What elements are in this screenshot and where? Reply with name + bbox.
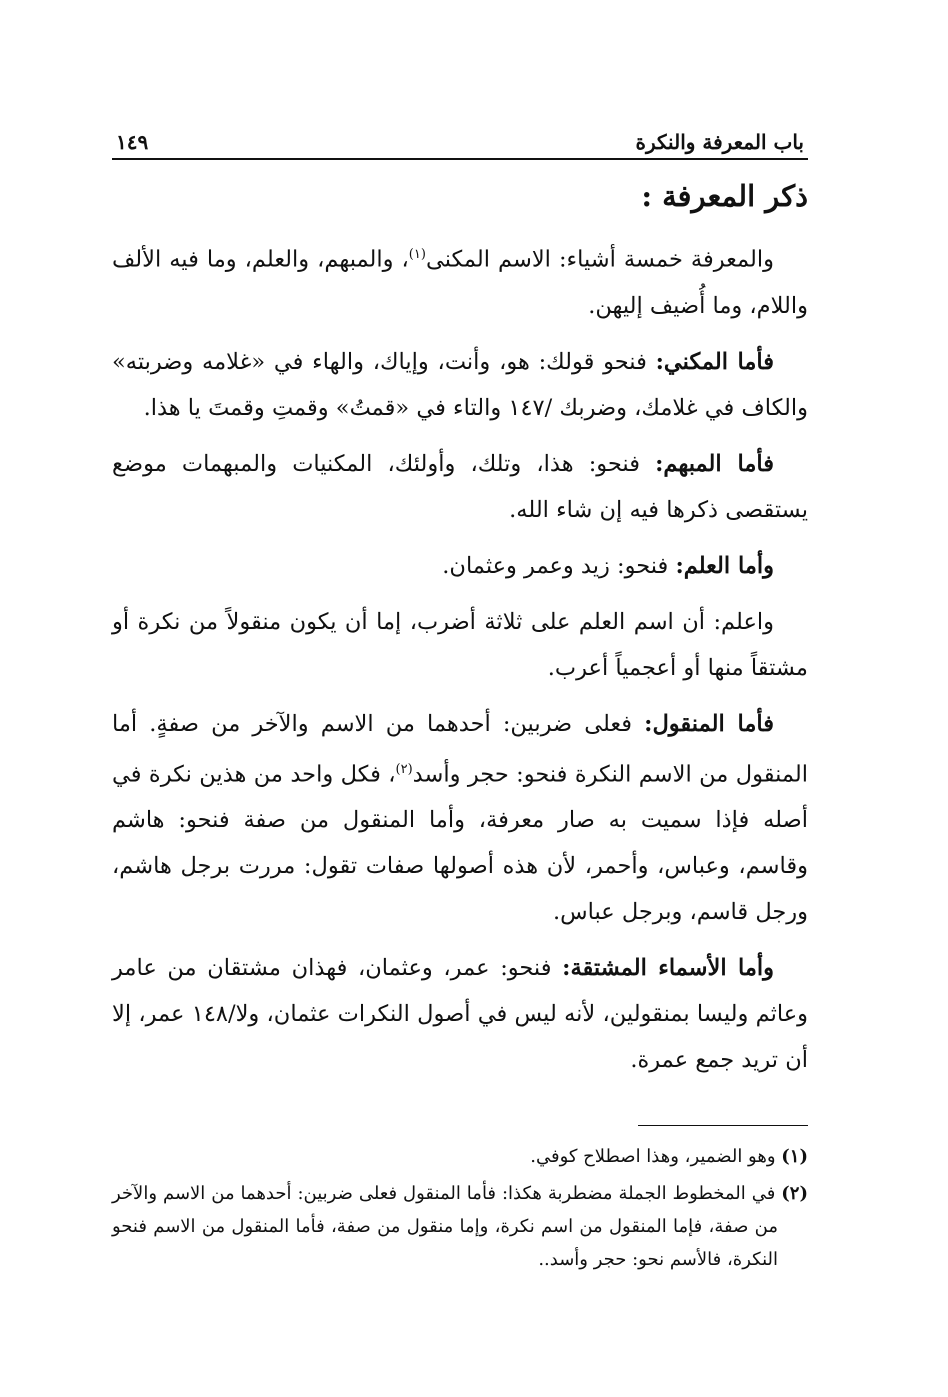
footnote-ref-1[interactable]: (١) [408,247,426,262]
paragraph-text: فنحو: زيد وعمر وعثمان. [442,552,676,579]
paragraph-text: فنحو: هذا، وتلك، وأولئك، المكنيات والمبهمات موضع يستقصى ذكرها فيه إن شاء الله. [112,450,808,523]
paragraph-text: والمعرفة خمسة أشياء: الاسم المكنى [425,246,774,273]
footnote-ref-2[interactable]: (٢) [395,761,413,777]
paragraph-5 [112,599,808,691]
paragraph-6 [112,701,808,936]
paragraph-lead: وأما العلم: [675,552,774,579]
page-number: ١٤٩ [116,130,149,154]
book-page [112,118,808,1280]
paragraph-7 [112,945,808,1083]
running-title: باب المعرفة والنكرة [635,130,804,154]
body-text [112,232,808,1083]
paragraph-lead: فأما المنقول: [644,710,775,737]
paragraph-text-continued: ، فكل واحد من هذين نكرة في أصله فإذا سميت به صار معرفة، وأما المنقول من صفة فنحو: هاشم وقاسم، وعباس، وأحمر، لأن هذه أصولها صفات تقول: مررت برجل هاشم، ورجل قاسم، وبرجل عباس. [112,761,808,925]
footnote-2 [112,1177,808,1276]
footnote-1 [112,1140,808,1173]
footnote-number: (١) [781,1146,808,1167]
paragraph-1 [112,232,808,329]
paragraph-4 [112,543,808,589]
paragraph-lead: وأما الأسماء المشتقة: [562,955,774,981]
footnote-divider [638,1125,808,1126]
paragraph-text: فنحو: عمر، وعثمان، فهذان مشتقان من عامر وعاثم وليسا بمنقولين، لأنه ليس في أصول النكرات عثمان، ولا/١٤٨ عمر، إلا أن تريد جمع عمرة. [112,955,808,1073]
paragraph-lead: فأما المبهم: [655,450,774,477]
paragraph-3 [112,441,808,533]
footnote-number: (٢) [781,1183,808,1204]
paragraph-lead: فأما المكني: [655,348,774,375]
footnote-text: في المخطوط الجملة مضطربة هكذا: فأما المنقول فعلى ضربين: أحدهما من الاسم والآخر من صفة، فإما المنقول من اسم نكرة، وإما منقول من صفة، فأما المنقول من الاسم فنحو النكرة، فالأسم نحو: حجر وأسد.. [112,1183,782,1270]
section-title: ذكر المعرفة : [641,179,808,213]
paragraph-text: فعلى ضربين: أحدهما من الاسم والآخر من صفةٍ. أما المنقول من الاسم النكرة فنحو: حجر وأسد [112,710,808,787]
paragraph-2 [112,339,808,431]
page-header [112,118,808,160]
footnote-text: وهو الضمير، وهذا اصطلاح كوفي. [530,1146,782,1167]
paragraph-text: واعلم: أن اسم العلم على ثلاثة أضرب، إما أن يكون منقولاً من نكرة أو مشتقاً منها أو أعجمياً أعرب. [112,608,808,681]
paragraph-text-continued: ، والمبهم، والعلم، وما فيه الألف واللام، وما أُضيف إليهن. [112,246,808,319]
footnotes [112,1140,808,1276]
paragraph-text: فنحو قولك: هو، وأنت، وإياك، والهاء في «غلامه وضربته» والكاف في غلامك، وضربك /١٤٧ والتاء في «قمتُ» وقمتِ وقمتَ يا هذا. [112,348,808,421]
